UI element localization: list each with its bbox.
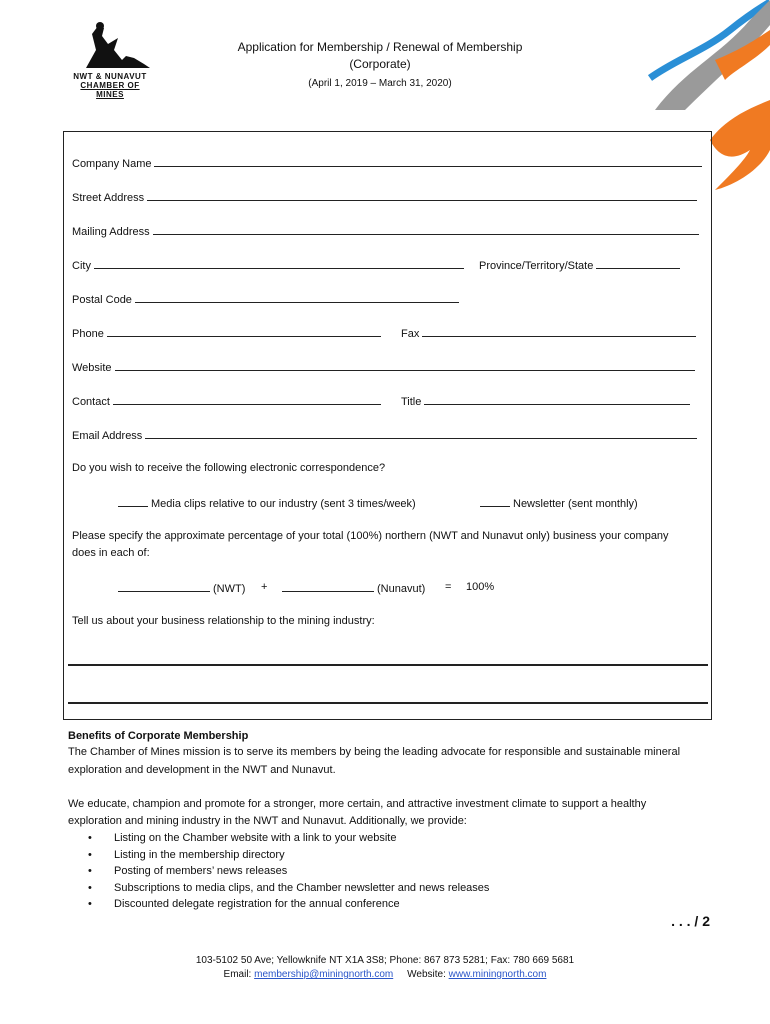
company-name-field[interactable] (72, 156, 702, 170)
form-subtitle: (Corporate) (349, 57, 411, 71)
plus-sign: + (261, 581, 268, 593)
nwt-percent-field[interactable] (118, 581, 245, 595)
media-clips-checkline[interactable] (118, 496, 148, 507)
street-address-field[interactable] (72, 190, 697, 204)
nwt-percent-line[interactable] (118, 581, 210, 592)
city-label: City (72, 260, 91, 272)
list-item: • Listing in the membership directory (80, 847, 489, 864)
media-clips-option[interactable] (118, 496, 416, 510)
equals-sign: = (445, 581, 452, 593)
city-field[interactable] (72, 258, 464, 272)
nunavut-percent-field[interactable] (282, 581, 425, 595)
city-line[interactable] (94, 258, 464, 269)
footer-email-label: Email: (223, 969, 252, 980)
contact-line[interactable] (113, 394, 381, 405)
phone-line[interactable] (107, 326, 381, 337)
logo-line1: NWT & NUNAVUT (73, 72, 147, 81)
nunavut-percent-line[interactable] (282, 581, 374, 592)
company-name-label: Company Name (72, 158, 152, 170)
percent-question-line2: does in each of: (72, 547, 150, 559)
footer-address: 103-5102 50 Ave; Yellowknife NT X1A 3S8; Phone: 867 873 5281; Fax: 780 669 5681 (195, 955, 575, 966)
postal-code-field[interactable] (72, 292, 459, 306)
province-label: Province/Territory/State (479, 260, 594, 272)
total-percent: 100% (466, 581, 495, 593)
footer-website-link[interactable]: www.miningnorth.com (448, 969, 547, 980)
mission-line-1: The Chamber of Mines mission is to serve its members by being the leading advocate for responsible and sustainable mineral (68, 746, 681, 758)
province-field[interactable] (479, 258, 680, 272)
application-form (63, 131, 712, 720)
email-field[interactable] (72, 428, 697, 442)
chamber-logo (66, 20, 154, 99)
mailing-address-label: Mailing Address (72, 226, 150, 238)
benefits-heading: Benefits of Corporate Membership (68, 730, 249, 742)
fax-label: Fax (401, 328, 420, 340)
newsletter-checkline[interactable] (480, 496, 510, 507)
title-field[interactable] (401, 394, 690, 408)
street-address-label: Street Address (72, 192, 145, 204)
email-line[interactable] (145, 428, 697, 439)
list-item: • Subscriptions to media clips, and the Chamber newsletter and news releases (80, 880, 489, 897)
mailing-address-line[interactable] (153, 224, 699, 235)
newsletter-option[interactable] (480, 496, 638, 510)
logo-text (66, 72, 154, 99)
relationship-answer-line-1[interactable] (68, 664, 708, 666)
phone-label: Phone (72, 328, 104, 340)
percent-question-line1: Please specify the approximate percentage of your total (100%) northern (NWT and Nunavut only) business your company (72, 530, 669, 542)
list-item: • Listing on the Chamber website with a link to your website (80, 830, 489, 847)
fax-line[interactable] (422, 326, 696, 337)
province-line[interactable] (596, 258, 680, 269)
company-name-line[interactable] (154, 156, 702, 167)
contact-label: Contact (72, 396, 110, 408)
benefits-list (80, 830, 489, 913)
logo-line2: CHAMBER OF MINES (80, 81, 140, 99)
postal-code-line[interactable] (135, 292, 459, 303)
relationship-answer-line-2[interactable] (68, 702, 708, 704)
list-item: • Discounted delegate registration for the annual conference (80, 896, 489, 913)
page-marker: . . . / 2 (671, 913, 710, 929)
website-line[interactable] (115, 360, 695, 371)
relationship-question: Tell us about your business relationship to the mining industry: (72, 615, 375, 627)
contact-field[interactable] (72, 394, 381, 408)
form-title: Application for Membership / Renewal of Membership (237, 40, 523, 54)
miner-silhouette-icon (66, 20, 154, 72)
mission-line-2: exploration and development in the NWT and Nunavut. (68, 764, 336, 776)
website-label: Website (72, 362, 112, 374)
newsletter-label: Newsletter (sent monthly) (513, 498, 638, 510)
correspondence-question: Do you wish to receive the following electronic correspondence? (72, 462, 386, 474)
email-label: Email Address (72, 430, 143, 442)
postal-code-label: Postal Code (72, 294, 132, 306)
nunavut-label: (Nunavut) (377, 583, 426, 595)
nwt-label: (NWT) (213, 583, 246, 595)
media-clips-label: Media clips relative to our industry (sent 3 times/week) (151, 498, 416, 510)
footer-contacts (0, 969, 770, 980)
footer-email-link[interactable]: membership@miningnorth.com (254, 969, 394, 980)
educate-line-2: exploration and mining industry in the NWT and Nunavut. Additionally, we provide: (68, 815, 467, 827)
title-label: Title (401, 396, 422, 408)
title-line[interactable] (424, 394, 690, 405)
mailing-address-field[interactable] (72, 224, 699, 238)
phone-field[interactable] (72, 326, 381, 340)
membership-period: (April 1, 2019 – March 31, 2020) (308, 78, 452, 89)
website-field[interactable] (72, 360, 695, 374)
fax-field[interactable] (401, 326, 696, 340)
educate-line-1: We educate, champion and promote for a stronger, more certain, and attractive investment climate to support a healthy (68, 798, 647, 810)
footer-website-label: Website: (407, 969, 446, 980)
street-address-line[interactable] (147, 190, 697, 201)
list-item: • Posting of members’ news releases (80, 863, 489, 880)
